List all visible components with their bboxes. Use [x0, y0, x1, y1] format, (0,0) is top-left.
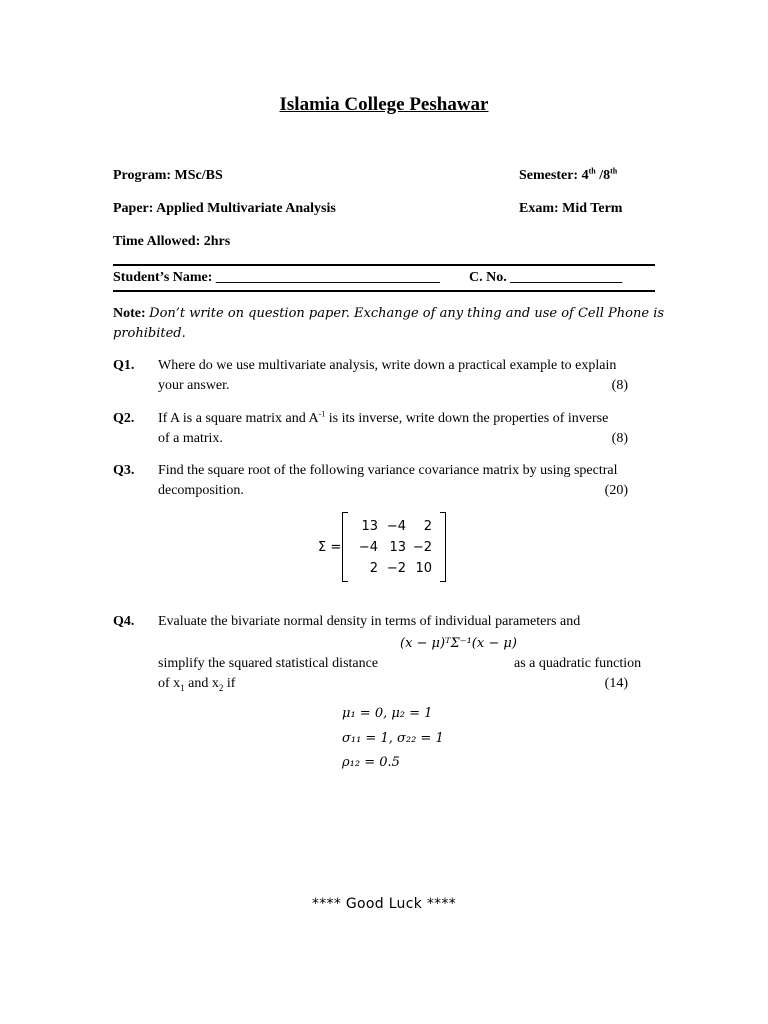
matrix-cell: 10 — [415, 561, 432, 576]
q1-marks: (8) — [611, 378, 628, 393]
q1-text-line1: Where do we use multivariate analysis, write down a practical example to explain — [158, 358, 617, 373]
c-no-field: C. No. ________________ — [469, 270, 623, 285]
page-title: Islamia College Peshawar — [279, 94, 489, 115]
param-rho: ρ₁₂ = 0.5 — [342, 755, 400, 770]
semester-label: Semester: 4th /8th — [519, 166, 618, 183]
matrix-cell: 2 — [369, 561, 378, 576]
good-luck-footer: **** Good Luck **** — [311, 896, 457, 912]
param-mu: μ₁ = 0, μ₂ = 1 — [342, 706, 433, 721]
exam-label: Exam: Mid Term — [519, 201, 623, 216]
q1-number: Q1. — [113, 358, 135, 373]
divider-bottom — [113, 290, 655, 292]
q1-text-line2: your answer. — [158, 378, 230, 393]
q2-marks: (8) — [611, 431, 628, 446]
matrix-cell: 2 — [423, 519, 432, 534]
q4-text-line1: Evaluate the bivariate normal density in terms of individual parameters and — [158, 614, 581, 629]
matrix-right-bracket — [440, 512, 446, 582]
distance-formula: (x − μ)ᵀΣ⁻¹(x − μ) — [400, 636, 517, 651]
paper-label: Paper: Applied Multivariate Analysis — [113, 201, 336, 216]
q4-text-line2a: simplify the squared statistical distance — [158, 656, 379, 671]
q4-number: Q4. — [113, 614, 135, 629]
matrix-left-bracket — [342, 512, 348, 582]
matrix-cell: −2 — [412, 540, 432, 555]
param-sigma: σ₁₁ = 1, σ₂₂ = 1 — [342, 731, 444, 746]
note-line2: prohibited. — [113, 326, 186, 341]
matrix-symbol: Σ = — [318, 540, 342, 555]
matrix-cell: 13 — [361, 519, 378, 534]
q3-text-line1: Find the square root of the following variance covariance matrix by using spectral — [158, 463, 618, 478]
q4-marks: (14) — [604, 676, 628, 691]
q3-number: Q3. — [113, 463, 135, 478]
matrix-cell: −4 — [358, 540, 378, 555]
matrix-cell: −2 — [386, 561, 406, 576]
divider-top — [113, 264, 655, 266]
q4-text-line3: of $x_1$ and $x_2$ if — [158, 676, 236, 693]
matrix-cell: −4 — [386, 519, 406, 534]
note: Note: Don’t write on question paper. Exchange of any thing and use of Cell Phone is — [113, 306, 665, 321]
matrix-cell: 13 — [389, 540, 406, 555]
student-name-field: Student’s Name: ________________________________ — [113, 270, 440, 285]
program-label: Program: MSc/BS — [113, 168, 223, 183]
time-allowed-label: Time Allowed: 2hrs — [113, 234, 231, 249]
q3-marks: (20) — [604, 483, 628, 498]
q3-text-line2: decomposition. — [158, 483, 244, 498]
q4-text-line2b: as a quadratic function — [514, 656, 642, 671]
q2-number: Q2. — [113, 411, 135, 426]
q2-text-line1: If A is a square matrix and $A^{-1}$ is its inverse, write down the properties of inverse — [158, 409, 609, 426]
q2-text-line2: of a matrix. — [158, 431, 223, 446]
